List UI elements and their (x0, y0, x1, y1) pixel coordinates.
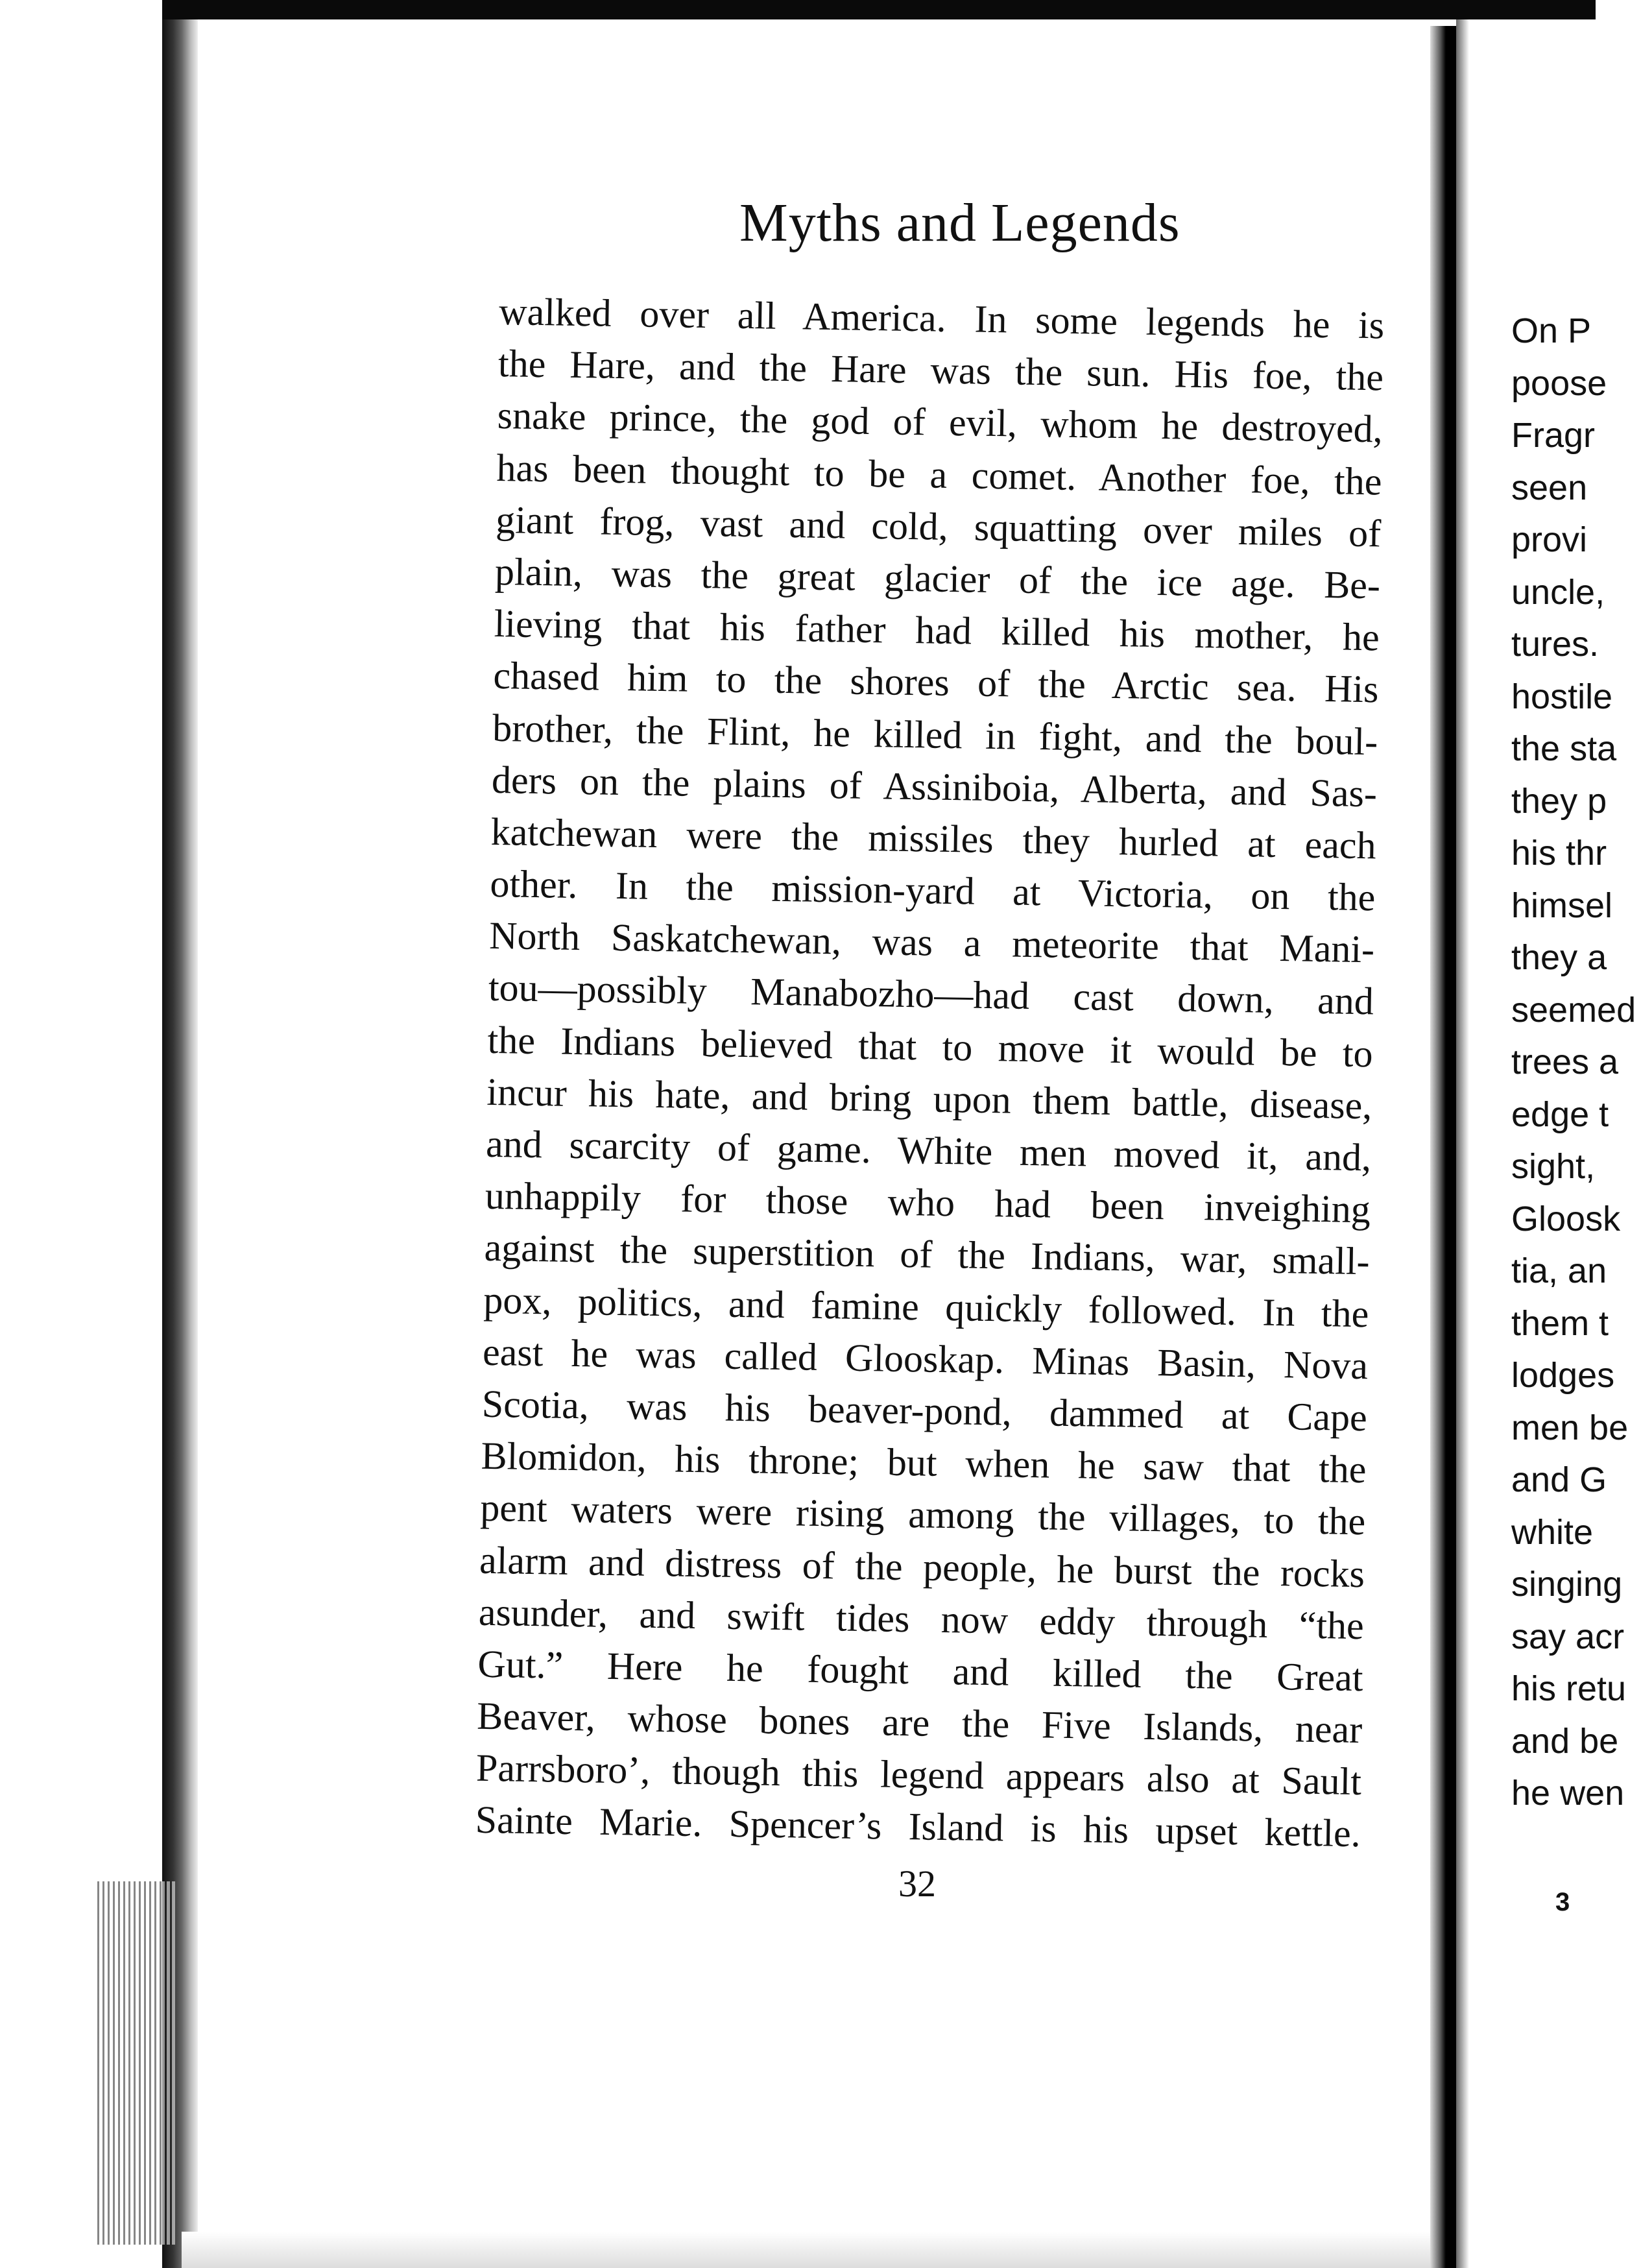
text-line: incur his hate, and bring upon them battle, disease, (486, 1070, 1372, 1128)
right-text-line: and be (1511, 1721, 1619, 1761)
text-line: lieving that his father had killed his mother, he (494, 602, 1380, 659)
text-line: Beaver, whose bones are the Five Islands, near (476, 1694, 1363, 1752)
text-line: katchewan were the missiles they hurled at each (490, 810, 1377, 867)
text-line: other. In the mission-yard at Victoria, on the (489, 862, 1376, 919)
right-text-line: the sta (1511, 729, 1617, 768)
right-text-line: white (1511, 1512, 1594, 1552)
text-line: walked over all America. In some legends he is (498, 289, 1385, 347)
right-text-line: tia, an (1511, 1251, 1607, 1290)
text-line: unhappily for those who had been inveighing (485, 1174, 1371, 1231)
right-text-line: seemed (1511, 990, 1636, 1030)
right-text-line: Fragr (1511, 416, 1596, 455)
right-text-line: sight, (1511, 1147, 1596, 1186)
right-text-line: seen (1511, 468, 1588, 507)
text-line: alarm and distress of the people, he burst the rocks (479, 1538, 1365, 1595)
right-text-line: them t (1511, 1303, 1609, 1343)
text-line: asunder, and swift tides now eddy through “the (478, 1590, 1365, 1647)
right-text-line: On P (1511, 311, 1592, 350)
text-line: tou—possibly Manabozho—had cast down, and (488, 966, 1374, 1023)
right-page-number: 3 (1555, 1888, 1570, 1916)
text-line: Gut.” Here he fought and killed the Great (477, 1642, 1363, 1700)
right-text-line: say acr (1511, 1617, 1625, 1656)
text-line: has been thought to be a comet. Another foe, the (496, 446, 1382, 503)
text-line: the Hare, and the Hare was the sun. His foe, the (497, 342, 1384, 399)
text-line: and scarcity of game. White men moved it, and, (485, 1122, 1372, 1179)
text-line: brother, the Flint, he killed in fight, and the boul- (492, 706, 1378, 763)
text-line: Scotia, was his beaver-pond, dammed at Cape (481, 1382, 1368, 1440)
top-book-edge (162, 0, 1596, 19)
text-line: chased him to the shores of the Arctic sea. His (493, 654, 1379, 711)
text-line: snake prince, the god of evil, whom he destroyed, (497, 394, 1383, 451)
right-text-line: singing (1511, 1565, 1623, 1604)
page-number: 32 (898, 1863, 936, 1905)
right-text-line: trees a (1511, 1043, 1619, 1081)
text-line: the Indians believed that to move it would be to (487, 1018, 1374, 1075)
right-text-line: tures. (1511, 625, 1599, 664)
text-line: North Saskatchewan, was a meteorite that Mani- (488, 914, 1375, 971)
right-page-shadow (1456, 19, 1469, 2268)
page-gutter (1430, 26, 1456, 2268)
text-line: pox, politics, and famine quickly followed. In the (483, 1278, 1369, 1335)
text-line: pent waters were rising among the villages, to the (479, 1486, 1366, 1543)
text-line: Parrsboro’, though this legend appears also at Sault (475, 1746, 1362, 1804)
text-line: Blomidon, his throne; but when he saw that the (481, 1434, 1367, 1491)
right-text-line: uncle, (1511, 572, 1605, 612)
right-text-line: Gloosk (1511, 1199, 1621, 1238)
text-line: against the superstition of the Indians, war, small- (484, 1226, 1371, 1283)
bottom-page-shadow (182, 2232, 1430, 2268)
right-text-line: his thr (1511, 834, 1607, 873)
body-text (475, 285, 1385, 1860)
right-text-line: he wen (1511, 1774, 1625, 1813)
right-text-line: they a (1511, 938, 1607, 977)
text-line: giant frog, vast and cold, squatting over miles of (495, 498, 1382, 555)
right-text-line: and G (1511, 1460, 1607, 1499)
right-text-line: himsel (1511, 886, 1613, 925)
right-text-line: poose (1511, 363, 1607, 403)
running-header: Myths and Legends (739, 193, 1180, 253)
right-text-line: they p (1511, 781, 1607, 821)
right-text-line: edge t (1511, 1094, 1609, 1134)
text-line: ders on the plains of Assiniboia, Alberta, and Sas- (491, 758, 1378, 815)
right-page-text (1511, 305, 1641, 1820)
right-page-clip (1456, 0, 1636, 2268)
right-text-line: his retu (1511, 1669, 1627, 1708)
right-text-line: men be (1511, 1408, 1629, 1447)
text-line: plain, was the great glacier of the ice age. Be- (494, 549, 1381, 607)
right-text-line: hostile (1511, 677, 1613, 716)
page-stack-edge (97, 1881, 175, 2245)
right-text-line: provi (1511, 520, 1588, 559)
right-text-line: lodges (1511, 1356, 1615, 1395)
text-line: Sainte Marie. Spencer’s Island is his upset kettle. (475, 1798, 1361, 1855)
text-line: east he was called Glooskap. Minas Basin, Nova (482, 1330, 1369, 1387)
